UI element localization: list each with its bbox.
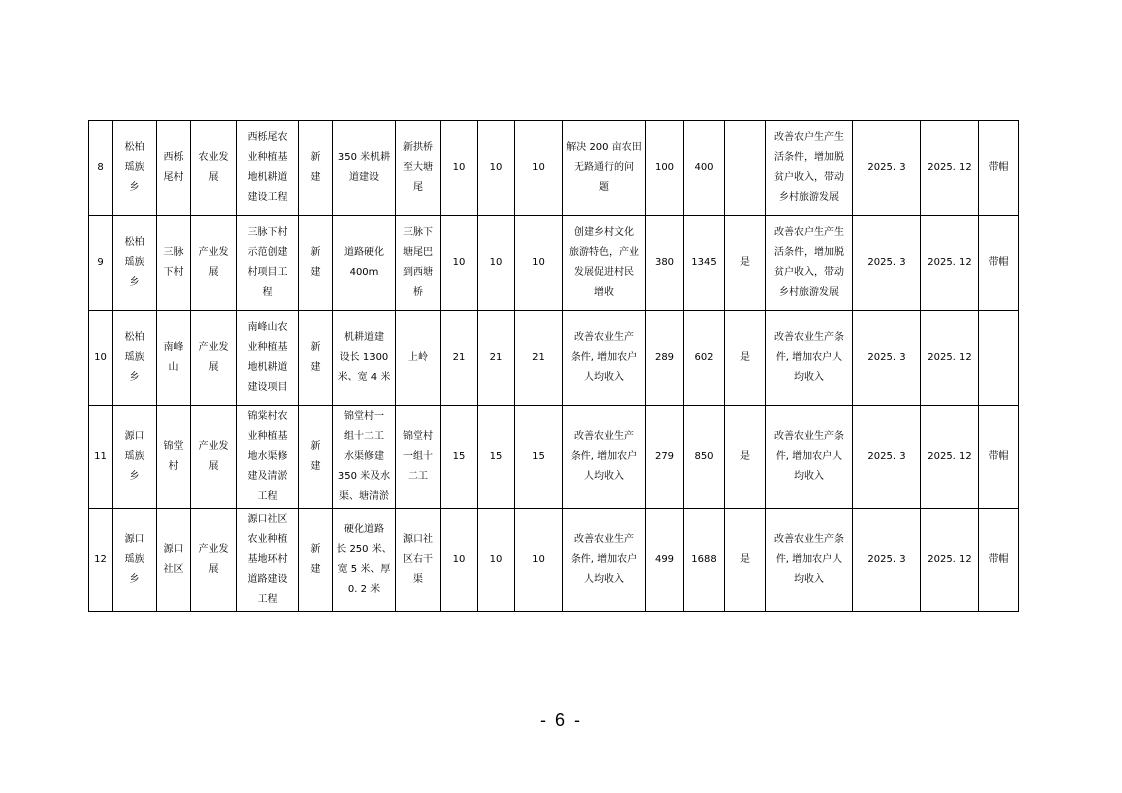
cell-investment-3: 10 [515,216,563,311]
cell-project-name: 西栎尾农 业种植基 地机耕道 建设工程 [237,121,299,216]
cell-flag: 是 [725,406,766,509]
cell-project-name: 三脉下村 示范创建 村项目工 程 [237,216,299,311]
cell-township: 松柏 瑶族 乡 [113,216,157,311]
cell-no: 9 [89,216,113,311]
cell-location: 上岭 [396,311,441,406]
cell-end: 2025. 12 [921,311,979,406]
cell-count-1: 380 [646,216,684,311]
cell-goal: 创建乡村文化 旅游特色，产业 发展促进村民 增收 [563,216,646,311]
cell-investment-1: 21 [441,311,478,406]
cell-investment-1: 15 [441,406,478,509]
cell-project-name: 南峰山农 业种植基 地机耕道 建设项目 [237,311,299,406]
cell-township: 源口 瑶族 乡 [113,509,157,612]
cell-construction-type: 新 建 [299,509,333,612]
cell-benefit: 改善农业生产条 件, 增加农户人 均收入 [766,311,853,406]
cell-investment-2: 10 [478,121,515,216]
cell-end: 2025. 12 [921,406,979,509]
cell-flag: 是 [725,216,766,311]
cell-count-1: 100 [646,121,684,216]
cell-goal: 改善农业生产 条件, 增加农户 人均收入 [563,509,646,612]
project-table [88,120,1019,612]
cell-flag: 是 [725,311,766,406]
cell-count-1: 289 [646,311,684,406]
cell-mode: 带帽 [979,216,1019,311]
cell-benefit: 改善农户生产生 活条件，增加脱 贫户收入，带动 乡村旅游发展 [766,216,853,311]
cell-village: 源口 社区 [157,509,191,612]
cell-end: 2025. 12 [921,216,979,311]
cell-project-name: 锦棠村农 业种植基 地水渠修 建及清淤 工程 [237,406,299,509]
cell-start: 2025. 3 [853,121,921,216]
cell-count-1: 499 [646,509,684,612]
cell-category: 产业发 展 [191,311,237,406]
cell-investment-3: 21 [515,311,563,406]
cell-location: 三脉下 塘尾巴 到西塘 桥 [396,216,441,311]
cell-category: 农业发 展 [191,121,237,216]
cell-count-2: 1688 [684,509,725,612]
cell-start: 2025. 3 [853,406,921,509]
cell-investment-3: 10 [515,509,563,612]
cell-investment-2: 10 [478,509,515,612]
cell-village: 南峰 山 [157,311,191,406]
cell-count-2: 400 [684,121,725,216]
cell-start: 2025. 3 [853,311,921,406]
cell-investment-3: 15 [515,406,563,509]
cell-mode: 带帽 [979,406,1019,509]
cell-benefit: 改善农业生产条 件, 增加农户人 均收入 [766,509,853,612]
cell-content: 350 米机耕 道建设 [333,121,396,216]
cell-township: 松柏 瑶族 乡 [113,121,157,216]
cell-content: 硬化道路 长 250 米、 宽 5 米、厚 0. 2 米 [333,509,396,612]
cell-goal: 改善农业生产 条件, 增加农户 人均收入 [563,406,646,509]
table-row [89,311,1019,406]
cell-end: 2025. 12 [921,509,979,612]
cell-start: 2025. 3 [853,509,921,612]
cell-benefit: 改善农业生产条 件, 增加农户人 均收入 [766,406,853,509]
table-row [89,216,1019,311]
cell-construction-type: 新 建 [299,311,333,406]
cell-start: 2025. 3 [853,216,921,311]
cell-mode: 带帽 [979,509,1019,612]
cell-investment-1: 10 [441,216,478,311]
cell-benefit: 改善农户生产生 活条件，增加脱 贫户收入，带动 乡村旅游发展 [766,121,853,216]
cell-no: 8 [89,121,113,216]
cell-category: 产业发 展 [191,406,237,509]
cell-township: 松柏 瑶族 乡 [113,311,157,406]
table-row [89,121,1019,216]
cell-no: 11 [89,406,113,509]
cell-category: 产业发 展 [191,509,237,612]
cell-flag [725,121,766,216]
cell-count-2: 602 [684,311,725,406]
cell-end: 2025. 12 [921,121,979,216]
cell-flag: 是 [725,509,766,612]
cell-mode [979,311,1019,406]
cell-mode: 带帽 [979,121,1019,216]
cell-location: 新拱桥 至大塘 尾 [396,121,441,216]
cell-investment-1: 10 [441,121,478,216]
page-number: - 6 - [539,710,582,730]
cell-no: 12 [89,509,113,612]
cell-content: 锦堂村一 组十二工 水渠修建 350 米及水 渠、塘清淤 [333,406,396,509]
cell-content: 道路硬化 400m [333,216,396,311]
cell-count-1: 279 [646,406,684,509]
cell-construction-type: 新 建 [299,406,333,509]
cell-village: 三脉 下村 [157,216,191,311]
cell-construction-type: 新 建 [299,216,333,311]
cell-village: 西栎 尾村 [157,121,191,216]
table-row [89,509,1019,612]
cell-investment-2: 10 [478,216,515,311]
cell-content: 机耕道建 设长 1300 米、宽 4 米 [333,311,396,406]
cell-investment-2: 15 [478,406,515,509]
cell-investment-1: 10 [441,509,478,612]
cell-location: 源口社 区右干 渠 [396,509,441,612]
cell-category: 产业发 展 [191,216,237,311]
cell-count-2: 1345 [684,216,725,311]
cell-count-2: 850 [684,406,725,509]
cell-village: 锦堂 村 [157,406,191,509]
cell-township: 源口 瑶族 乡 [113,406,157,509]
cell-goal: 改善农业生产 条件, 增加农户 人均收入 [563,311,646,406]
cell-location: 锦堂村 一组十 二工 [396,406,441,509]
cell-investment-3: 10 [515,121,563,216]
cell-goal: 解决 200 亩农田 无路通行的问 题 [563,121,646,216]
cell-no: 10 [89,311,113,406]
cell-investment-2: 21 [478,311,515,406]
table-row [89,406,1019,509]
cell-construction-type: 新 建 [299,121,333,216]
cell-project-name: 源口社区 农业种植 基地环村 道路建设 工程 [237,509,299,612]
